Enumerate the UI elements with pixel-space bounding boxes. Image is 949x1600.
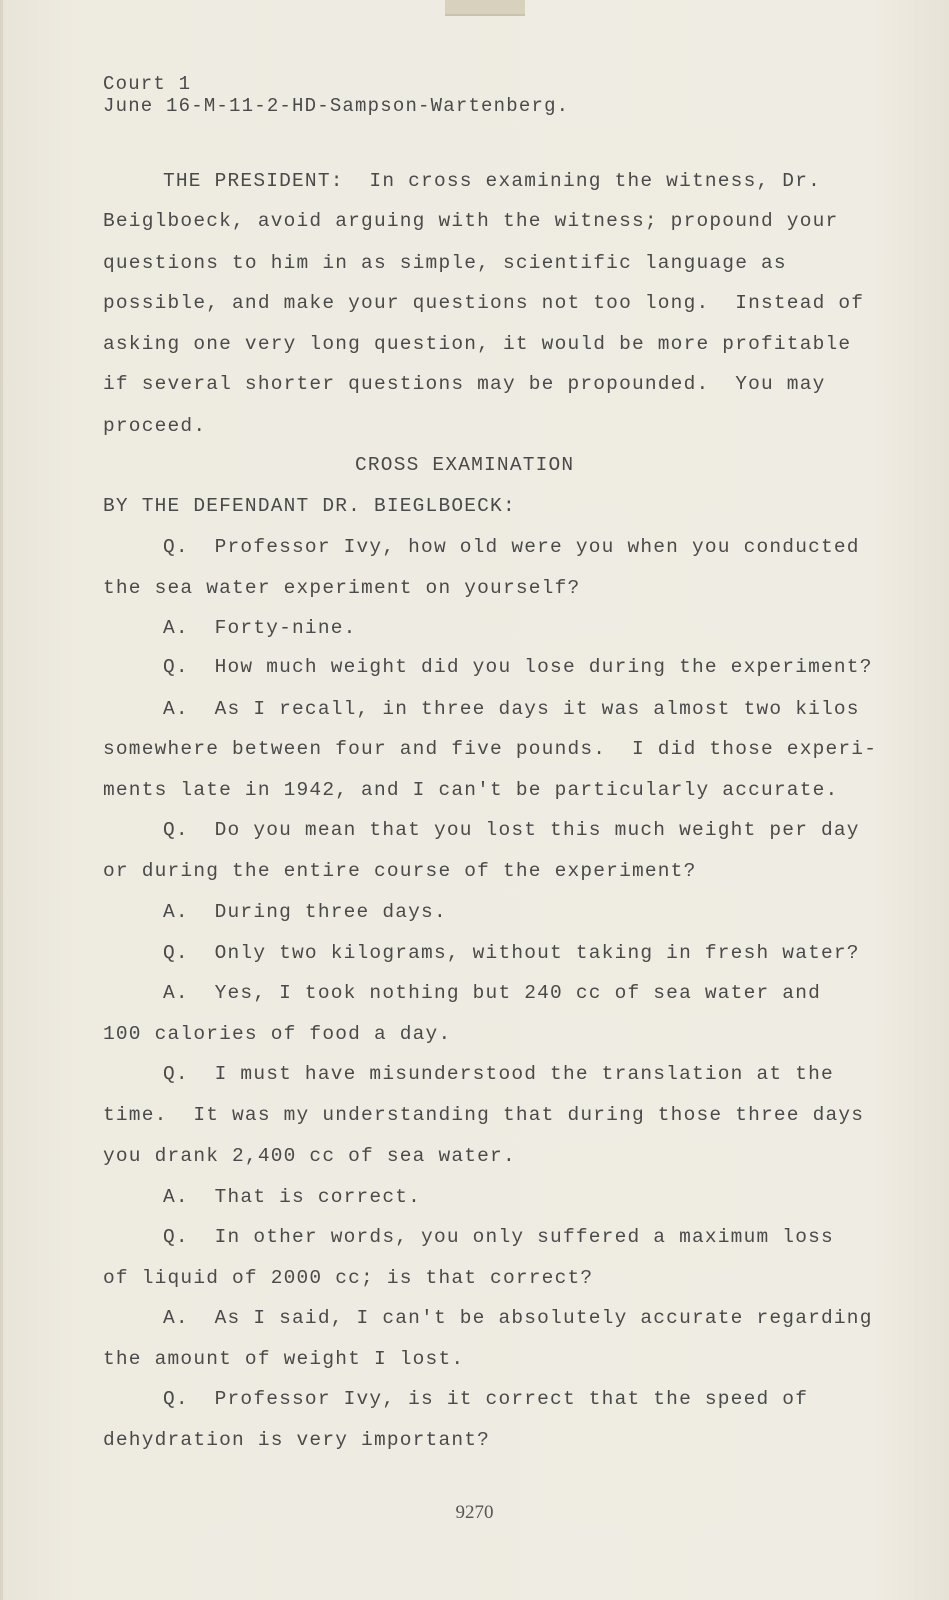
answer-line: A. As I said, I can't be absolutely accurate regarding — [163, 1307, 873, 1329]
court-label: Court 1 — [103, 73, 192, 95]
question-line: Q. Professor Ivy, how old were you when you conducted — [163, 536, 860, 558]
body-line: Beiglboeck, avoid arguing with the witness; propound your — [103, 210, 839, 232]
body-line: somewhere between four and five pounds. I did those experi- — [103, 738, 878, 760]
session-reference: June 16-M-11-2-HD-Sampson-Wartenberg. — [103, 95, 570, 117]
body-line: 100 calories of food a day. — [103, 1023, 452, 1045]
answer-line: A. That is correct. — [163, 1186, 422, 1208]
question-line: Q. Professor Ivy, is it correct that the speed of — [163, 1388, 809, 1410]
examiner-line: BY THE DEFENDANT DR. BIEGLBOECK: — [103, 495, 516, 517]
body-line: time. It was my understanding that during those three days — [103, 1104, 865, 1126]
body-line: or during the entire course of the experiment? — [103, 860, 697, 882]
body-line: ments late in 1942, and I can't be particularly accurate. — [103, 779, 839, 801]
question-line: Q. I must have misunderstood the translation at the — [163, 1063, 834, 1085]
body-line: the amount of weight I lost. — [103, 1348, 465, 1370]
answer-line: A. As I recall, in three days it was almost two kilos — [163, 698, 860, 720]
page-number: 9270 — [455, 1502, 494, 1523]
section-heading: CROSS EXAMINATION — [355, 454, 575, 476]
paper-tab-mark — [445, 0, 525, 16]
answer-line: A. During three days. — [163, 901, 447, 923]
body-line: asking one very long question, it would be more profitable — [103, 333, 852, 355]
body-line: you drank 2,400 cc of sea water. — [103, 1145, 516, 1167]
question-line: Q. Only two kilograms, without taking in fresh water? — [163, 942, 860, 964]
body-line: dehydration is very important? — [103, 1429, 491, 1451]
body-line: of liquid of 2000 cc; is that correct? — [103, 1267, 594, 1289]
body-line: if several shorter questions may be propounded. You may — [103, 373, 826, 395]
body-line: proceed. — [103, 415, 207, 437]
body-line: the sea water experiment on yourself? — [103, 577, 581, 599]
body-line: questions to him in as simple, scientific language as — [103, 252, 787, 274]
question-line: Q. How much weight did you lose during the experiment? — [163, 656, 873, 678]
body-line: THE PRESIDENT: In cross examining the witness, Dr. — [163, 170, 821, 192]
question-line: Q. Do you mean that you lost this much weight per day — [163, 819, 860, 841]
question-line: Q. In other words, you only suffered a maximum loss — [163, 1226, 834, 1248]
answer-line: A. Yes, I took nothing but 240 cc of sea water and — [163, 982, 821, 1004]
body-line: possible, and make your questions not too long. Instead of — [103, 292, 865, 314]
answer-line: A. Forty-nine. — [163, 617, 357, 639]
